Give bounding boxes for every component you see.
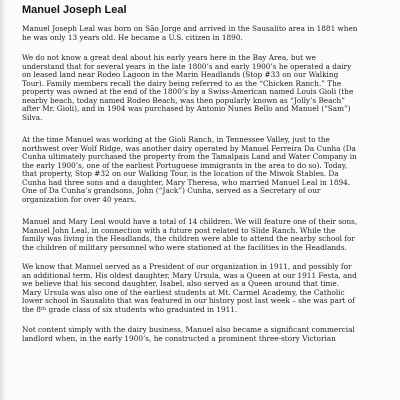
paragraph-children [22,218,394,252]
text-line: property was owned at the end of the 1800’s by a Swiss-American named Louis Gioli (the [22,87,354,96]
text-line: landlord when, in the early 1900’s, he constructed a prominent three-story Victorian [22,333,336,343]
text-line: an additional term. His oldest daughter, Mary Ursula, was a Queen at our 1911 Festa, and [22,270,357,280]
text-line: We do not know a great deal about his early years here in the Bay Area, but we [22,53,317,62]
text-line: understand that for several years in the late 1800’s and early 1900’s he operated a dairy [22,61,352,71]
text-line: nearby beach, today named Rodeo Beach, was then popularly known as “Jolly’s Beach” [22,95,345,105]
text-line: Cunha had three sons and a daughter, Mary Theresa, who married Manuel Leal in 1894. [22,177,351,187]
text-line: we believe that his second daughter, Isabel, also served as a Queen around that time. [22,279,340,288]
text-line: Tour). Family members recall the dairy being referred to as the “Chicken Ranch.” The [22,78,342,88]
text-line: Manuel and Mary Leal would have a total of 14 children. We will feature one of their sons, [22,217,358,226]
text-line: At the time Manuel was working at the Gioli Ranch, in Tennessee Valley, just to the [22,135,330,144]
document-title: Manuel Joseph Leal [22,4,127,16]
text-line: Silva. [22,112,43,122]
text-line: One of Da Cunha’s grandsons, John (“Jack”) Cunha, served as a Secretary of our [22,186,321,195]
scan-shadow [0,0,6,400]
text-line: Manuel Joseph Leal was born on São Jorge and arrived in the Sausalito area in 1881 when [22,24,358,33]
text-line: Manuel John Leal, in connection with a future post related to Slide Ranch. While the [22,225,336,235]
text-line: organization for over 40 years. [22,194,137,204]
text-line: he was only 13 years old. He became a U.S. citizen in 1890. [22,32,243,42]
text-line: Cunha ultimately purchased the property from the Tamalpais Land and Water Company in [22,152,357,161]
paragraph-early-years [22,54,394,122]
text-line: Mary Ursula was also one of the earliest students at Mt. Carmel Academy, the Catholic [22,287,345,297]
text-line: on leased land near Rodeo Lagoon in the Marin Headlands (Stop #33 on our Walking [22,70,339,79]
paragraph-arrival [22,25,394,42]
text-line: after Mr. Gioli), and in 1904 was purchased by Antonio Nunes Bello and Manuel (“Sam”) [22,104,351,113]
text-line: the 8th grade class of six students who graduated in 1911. [22,304,238,314]
text-line: that property, Stop #32 on our Walking Tour, is the location of the Miwok Stables. Da [22,169,339,178]
text-line: northwest over Wolf Ridge, was another dairy operated by Manuel Ferreira Da Cunha (Da [22,143,356,153]
text-line: the children of military personnel who were stationed at the facilities in the Headlands. [22,242,347,252]
text-line: We know that Manuel served as a President of our organization in 1911, and possibly for [22,262,352,271]
paragraph-landlord [22,326,394,343]
paragraph-president [22,263,394,314]
text-line: family was living in the Headlands, the children were able to attend the nearby school for [22,234,355,243]
text-line: the early 1900’s, one of the earliest Portuguese immigrants in the area to do so). Today, [22,160,348,170]
paragraph-da-cunha [22,136,394,204]
text-line: Not content simply with the dairy business, Manuel also became a significant commercial [22,325,355,334]
text-line: lower school in Sausalito that was featured in our history post last week – she was part of [22,296,355,305]
